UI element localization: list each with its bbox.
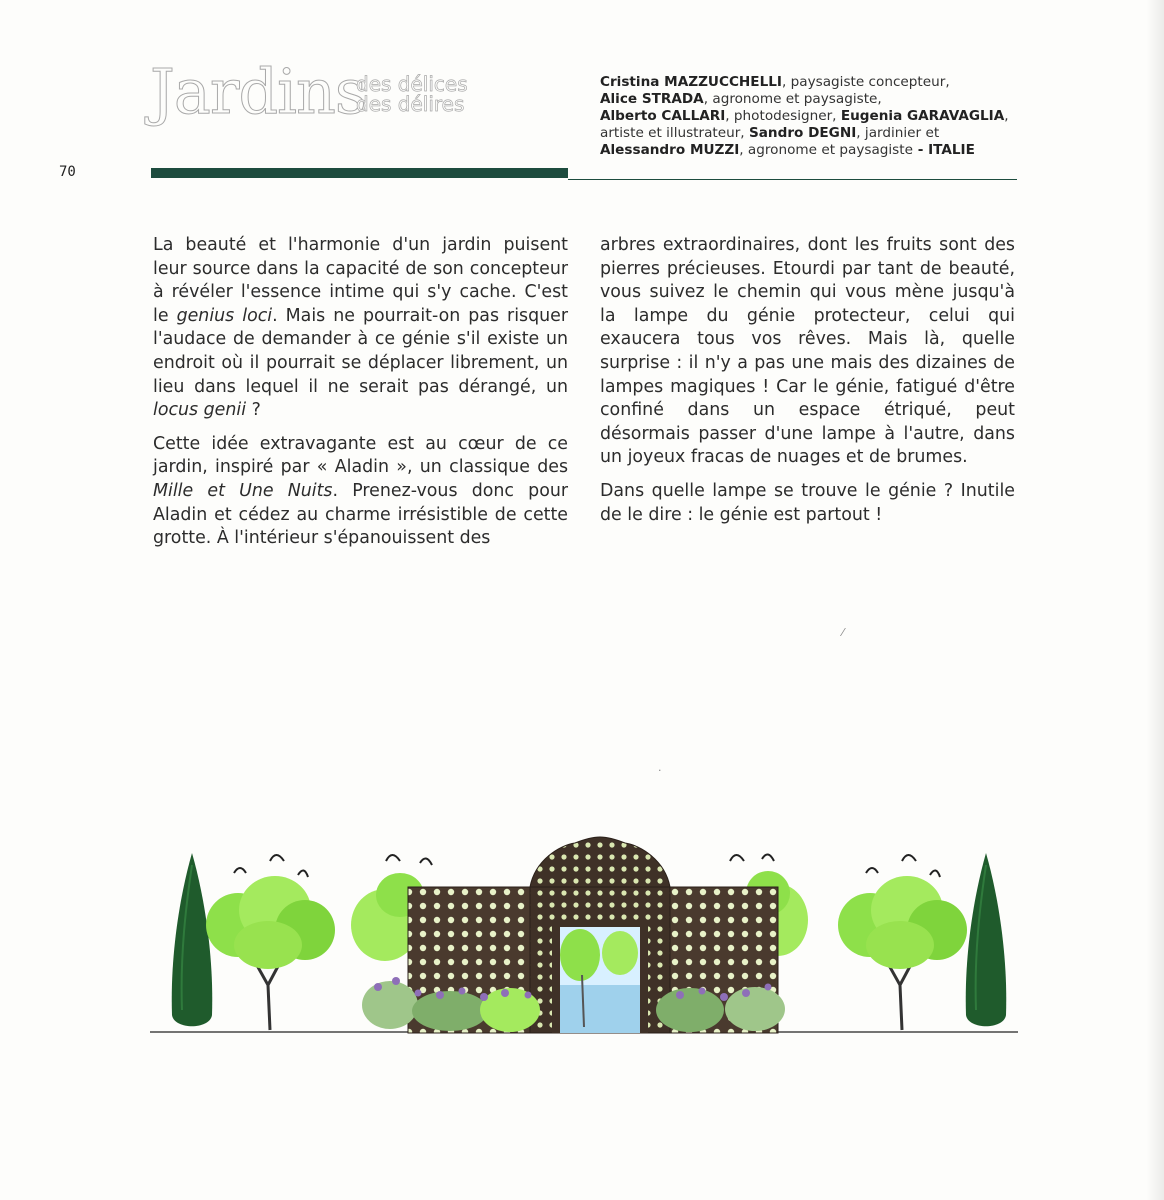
title-sub-delices: des délices <box>356 72 468 96</box>
page-edge-shadow <box>1146 0 1164 1200</box>
body-column-left <box>153 234 568 561</box>
italic-term: genius loci <box>176 305 273 326</box>
credit-name: Cristina MAZZUCCHELLI <box>600 74 782 90</box>
garden-elevation-illustration <box>150 815 1018 1045</box>
credit-role: , agronome et paysagiste <box>739 142 913 158</box>
text-run: La beauté et l'harmonie d'un jardin puisent leur source dans la capacité de son concepteur à révéler l'essence intime qui s'y cache. C'est le <box>153 235 568 326</box>
text-run: . Mais ne pourrait-on pas risquer l'audace de demander à ce génie s'il existe un endroit où il pourrait se déplacer librement, un lieu dans lequel il ne serait pas dérangé, un <box>153 305 568 397</box>
credit-role: artiste et illustrateur, <box>600 125 749 141</box>
text-run: . Prenez-vous donc pour Aladin et cédez au charme irrésistible de cette grotte. À l'intérieur s'épanouissent des <box>153 480 569 549</box>
garden-title <box>150 52 570 132</box>
italic-term: Mille et Une Nuits <box>153 480 333 501</box>
paragraph <box>153 433 568 551</box>
stray-pencil-mark: ⁄ <box>842 626 844 639</box>
title-main: Jardins <box>150 55 366 128</box>
flowering-tree-1 <box>206 855 335 1030</box>
credit-role: , paysagiste concepteur, <box>781 74 950 90</box>
cypress-tree-right <box>966 853 1007 1026</box>
paragraph: Dans quelle lampe se trouve le génie ? Inutile de le dire : le génie est partout ! <box>600 480 1015 525</box>
credit-role: , <box>1004 108 1009 124</box>
credit-line <box>600 74 1020 91</box>
designer-credits <box>600 74 1020 159</box>
credit-role: , photodesigner, <box>725 108 841 124</box>
credit-name: Alessandro MUZZI <box>600 142 740 158</box>
credit-name: Sandro DEGNI <box>748 125 857 141</box>
cypress-tree-left <box>172 853 213 1026</box>
paragraph <box>153 234 568 423</box>
credit-role: , agronome et paysagiste, <box>703 91 882 107</box>
credit-name: Alberto CALLARI <box>600 108 726 124</box>
paragraph: arbres extraordinaires, dont les fruits sont des pierres précieuses. Etourdi par tant de beauté, vous suivez le chemin qui vous mène jusqu'à la lampe du génie protecteur, celui qui exaucera tous vos rêves. Mais là, quelle surprise : il n'y a pas une mais des dizaines de lampes magiques ! Car le génie, fatigué d'être confiné dans un espace étriqué, peut désormais passer d'une lampe à l'autre, dans un joyeux fracas de nuages et de brumes. <box>600 235 1015 468</box>
credit-line <box>600 142 1020 159</box>
credit-line <box>600 91 1020 108</box>
flowering-tree-4 <box>838 855 967 1030</box>
credit-line <box>600 125 1020 142</box>
page-number: 70 <box>59 164 76 180</box>
credit-role: , jardinier et <box>856 125 940 141</box>
stray-dot-mark: · <box>658 764 662 777</box>
credit-name: Eugenia GARAVAGLIA <box>840 108 1005 124</box>
header-rule-thick <box>151 168 568 178</box>
text-run: ? <box>246 400 261 421</box>
title-sub-delires: des délires <box>356 92 465 116</box>
text-run: Cette idée extravagante est au cœur de ce jardin, inspiré par « Aladin », un classique des <box>153 433 568 478</box>
credit-country: - ITALIE <box>912 142 975 158</box>
header-rule-thin <box>568 179 1017 180</box>
credit-name: Alice STRADA <box>600 91 704 107</box>
italic-term: locus genii <box>153 400 247 421</box>
body-column-right <box>600 234 1015 537</box>
credit-line <box>600 108 1020 125</box>
